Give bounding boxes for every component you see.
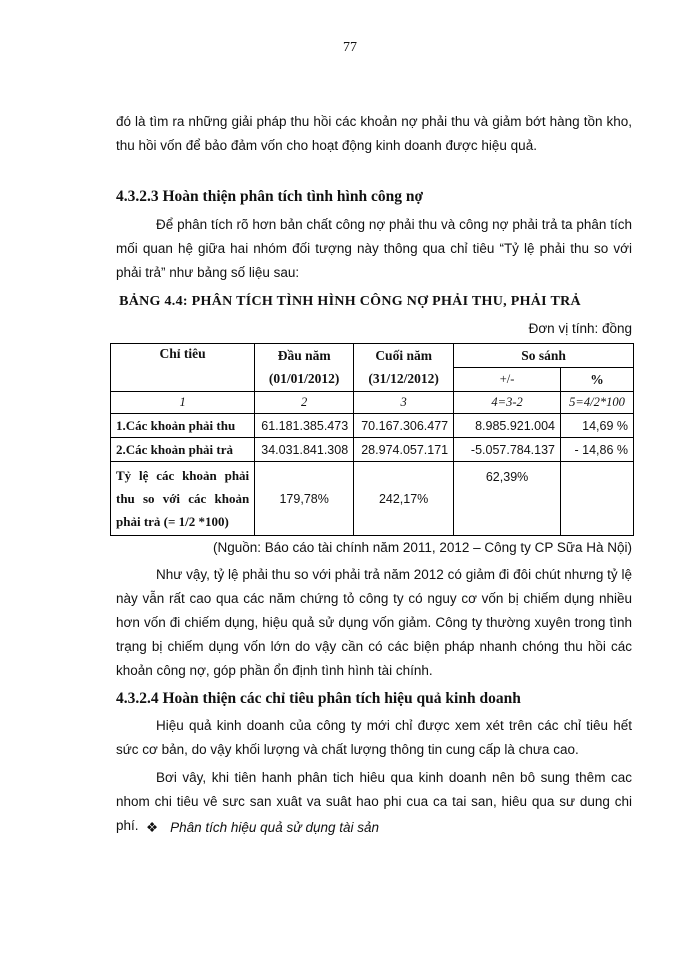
header-end-date: (31/12/2012) <box>354 368 454 392</box>
header-start-date: (01/01/2012) <box>255 368 354 392</box>
table-unit: Đơn vị tính: đồng <box>528 321 632 336</box>
receivables-payables-table <box>110 343 634 536</box>
section-intro-paragraph: Để phân tích rõ hơn bản chất công nợ phải thu và công nợ phải trả ta phân tích mối quan hệ giữa hai nhóm đối tượng này thông qua chỉ tiêu “Tỷ lệ phải thu so với phải trả” như bảng số liệu sau: <box>116 217 632 280</box>
bullet-item <box>146 820 379 836</box>
cell-pct: 14,69 % <box>561 414 634 438</box>
index-cell: 2 <box>255 392 354 414</box>
index-cell: 1 <box>111 392 255 414</box>
paragraph-continued: đó là tìm ra những giải pháp thu hồi các khoản nợ phải thu và giảm bớt hàng tồn kho, thu hồi vốn để bảo đảm vốn cho hoạt động kinh doanh được hiệu quả. <box>116 114 632 153</box>
section-heading-4-3-2-3: 4.3.2.3 Hoàn thiện phân tích tình hình công nợ <box>116 188 424 205</box>
page-number: 77 <box>343 40 357 55</box>
table-source: (Nguồn: Báo cáo tài chính năm 2011, 2012 – Công ty CP Sữa Hà Nội) <box>212 540 632 555</box>
header-indicator: Chỉ tiêu <box>111 344 255 392</box>
index-cell: 5=4/2*100 <box>561 392 634 414</box>
bullet-text: Phân tích hiệu quả sử dụng tài sản <box>170 820 380 835</box>
table-row <box>111 414 634 438</box>
section-heading-4-3-2-4: 4.3.2.4 Hoàn thiện các chỉ tiêu phân tích hiệu quả kinh doanh <box>116 690 521 707</box>
header-diff: +/- <box>454 368 561 392</box>
table-row <box>111 462 634 536</box>
cell-diff: 62,39% <box>454 462 561 536</box>
cell-pct <box>561 462 634 536</box>
row-label: Tỷ lệ các khoản phải thu so với các khoản phải trả (= 1/2 *100) <box>111 462 255 536</box>
header-pct: % <box>561 368 634 392</box>
cell-diff: 8.985.921.004 <box>454 414 561 438</box>
header-compare: So sánh <box>454 344 634 368</box>
cell-diff: -5.057.784.137 <box>454 438 561 462</box>
table-row <box>111 438 634 462</box>
cell-end: 28.974.057.171 <box>354 438 454 462</box>
cell-end: 70.167.306.477 <box>354 414 454 438</box>
cell-end: 242,17% <box>354 462 454 536</box>
table-title: BẢNG 4.4: PHÂN TÍCH TÌNH HÌNH CÔNG NỢ PHẢI THU, PHẢI TRẢ <box>119 294 581 309</box>
cell-pct: - 14,86 % <box>561 438 634 462</box>
row-label: 2.Các khoản phải trả <box>111 438 255 462</box>
conclusion-paragraph: Như vậy, tỷ lệ phải thu so với phải trả năm 2012 có giảm đi đôi chút nhưng tỷ lệ này vẫn rất cao qua các năm chứng tỏ công ty có nguy cơ vốn bị chiếm dụng nhiều hơn vốn đi chiếm dụng, hiệu quả sử dụng vốn giảm. Công ty thường xuyên trong tình trạng bị chiếm dụng vốn lớn do vậy cần có các biện pháp nhanh chóng thu hồi các khoản công nợ, góp phần ổn định tình hình tài chính. <box>116 567 632 678</box>
cell-start: 179,78% <box>255 462 354 536</box>
row-label: 1.Các khoản phải thu <box>111 414 255 438</box>
efficiency-paragraph-1: Hiệu quả kinh doanh của công ty mới chỉ được xem xét trên các chỉ tiêu hết sức cơ bản, do vậy khối lượng và chất lượng thông tin cung cấp là chưa cao. <box>116 718 632 757</box>
index-cell: 3 <box>354 392 454 414</box>
header-end: Cuối năm <box>354 344 454 368</box>
cell-start: 61.181.385.473 <box>255 414 354 438</box>
efficiency-paragraph-2: Bơi vây, khi tiên hanh phân tich hiêu qua kinh doanh nên bô sung thêm cac nhom chi tiêu vê sưc san xuât va suât hao phi cua ca tai san, hiêu qua sư dung chi phí. <box>116 770 632 833</box>
cell-start: 34.031.841.308 <box>255 438 354 462</box>
diamond-bullet-icon: ❖ <box>146 820 159 835</box>
header-start: Đầu năm <box>255 344 354 368</box>
index-cell: 4=3-2 <box>454 392 561 414</box>
